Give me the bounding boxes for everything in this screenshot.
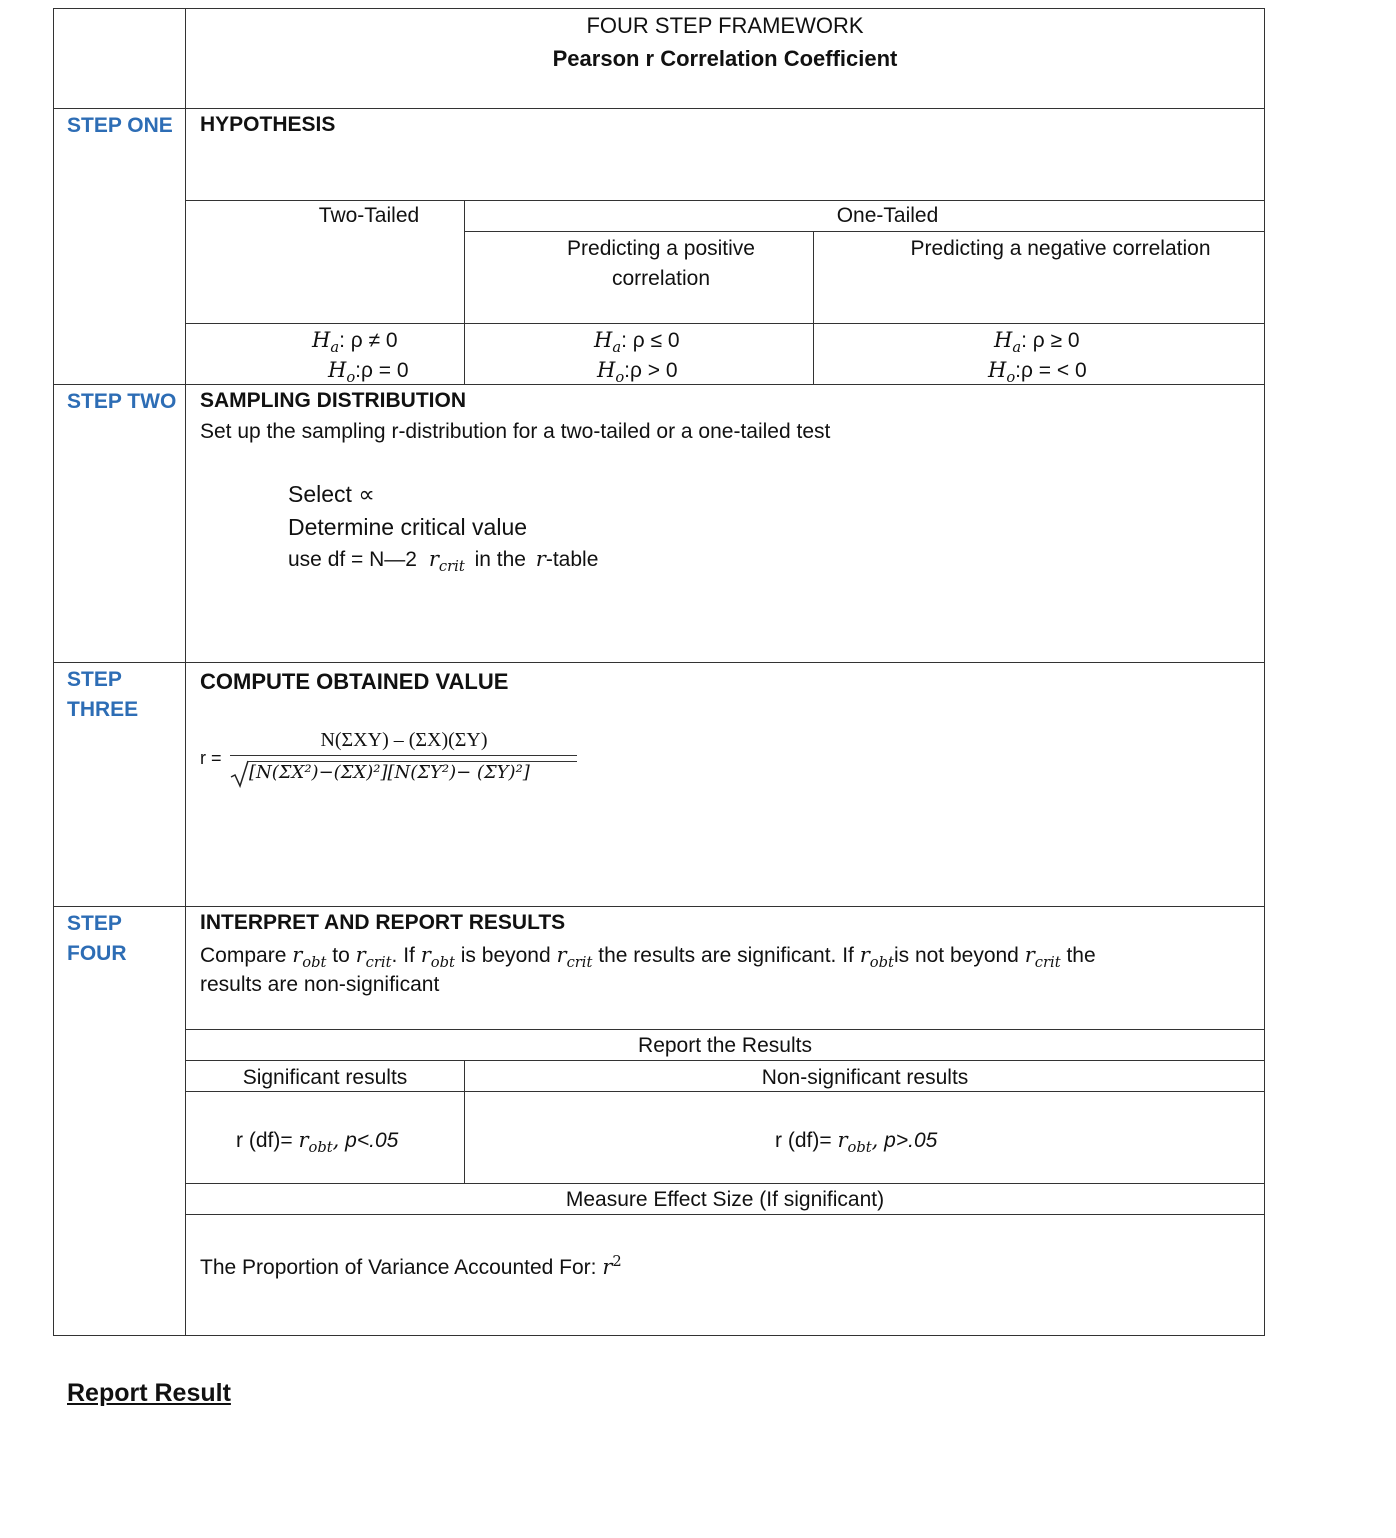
positive-ho: $H_o:\rho > 0$ bbox=[597, 358, 678, 387]
one-tailed-subheader-line bbox=[464, 231, 1265, 232]
pearson-numerator: N(ΣXY) – (ΣX)(ΣY) bbox=[320, 729, 488, 751]
two-tailed-ha: $H_a$: ρ ≠ 0 bbox=[312, 328, 398, 357]
two-tailed-header: Two-Tailed bbox=[318, 204, 420, 227]
fraction-bar bbox=[230, 755, 577, 756]
step-one-label: STEP ONE bbox=[67, 114, 173, 137]
header-row-divider bbox=[53, 108, 1265, 109]
interpretation-line-1: Compare $r_{obt}$ to $r_{crit}$. If $r_{obt}$ is beyond $r_{crit}$ the results are significant. If $r_{obt}is$ not beyond $r_{crit}$ the bbox=[200, 943, 1096, 972]
effect-size-header: Measure Effect Size (If significant) bbox=[565, 1188, 885, 1211]
hypothesis-formula-line bbox=[185, 323, 1265, 324]
determine-critical-value: Determine critical value bbox=[288, 514, 528, 540]
one-tailed-header: One-Tailed bbox=[836, 204, 939, 227]
square-root-sign bbox=[230, 760, 250, 788]
framework-subtitle: Pearson r Correlation Coefficient bbox=[552, 46, 898, 71]
compute-obtained-heading: COMPUTE OBTAINED VALUE bbox=[200, 669, 509, 694]
framework-title: FOUR STEP FRAMEWORK bbox=[586, 13, 864, 38]
report-results-header: Report the Results bbox=[638, 1034, 812, 1057]
significant-results-header: Significant results bbox=[242, 1066, 408, 1089]
positive-ha: $H_a$: ρ ≤ 0 bbox=[594, 328, 680, 357]
non-significant-results-header: Non-significant results bbox=[761, 1066, 969, 1089]
label-column-divider bbox=[185, 8, 186, 1336]
proportion-of-variance: The Proportion of Variance Accounted For: $r^2$ bbox=[200, 1253, 622, 1279]
select-alpha: Select ∝ bbox=[288, 481, 375, 507]
table-left-border bbox=[53, 8, 54, 1336]
report-result-heading: Report Result bbox=[67, 1379, 231, 1407]
two-tailed-ho: $H_o:\rho = 0$ bbox=[328, 358, 409, 387]
step-two-label: STEP TWO bbox=[67, 390, 177, 413]
report-table-top bbox=[185, 1029, 1265, 1030]
table-bottom-border bbox=[53, 1335, 1265, 1336]
r-equals: r = bbox=[200, 748, 222, 768]
positive-correlation-label: Predicting a positive correlation bbox=[567, 237, 755, 290]
hypothesis-heading: HYPOTHESIS bbox=[200, 113, 336, 136]
interpretation-line-2: results are non-significant bbox=[200, 973, 440, 996]
df-instruction: use df = N—2 $r_{crit}$ in the r-table bbox=[288, 547, 599, 576]
sampling-distribution-heading: SAMPLING DISTRIBUTION bbox=[200, 389, 466, 412]
step-three-row-divider bbox=[53, 906, 1265, 907]
step-four-label: STEP FOUR bbox=[67, 912, 127, 965]
non-significant-report-format: r $(df)= r_{obt}$, p>.05 bbox=[775, 1128, 938, 1157]
step-three-label: STEP THREE bbox=[67, 668, 139, 721]
negative-ha: $H_a$: ρ ≥ 0 bbox=[994, 328, 1080, 357]
negative-correlation-label: Predicting a negative correlation bbox=[910, 237, 1211, 260]
table-top-border bbox=[53, 8, 1265, 9]
negative-ho: $H_o:\rho$ = < 0 bbox=[988, 358, 1087, 387]
pearson-denominator: [N(ΣX²)−(ΣX)²][N(ΣY²)− (ΣY)²] bbox=[249, 762, 530, 783]
interpret-report-heading: INTERPRET AND REPORT RESULTS bbox=[200, 911, 566, 934]
significant-report-format: r $(df)= r_{obt}$, p<.05 bbox=[236, 1128, 399, 1157]
step-two-row-divider bbox=[53, 662, 1265, 663]
effect-size-top-line bbox=[185, 1183, 1265, 1184]
sampling-description: Set up the sampling r-distribution for a two-tailed or a one-tailed test bbox=[200, 420, 831, 443]
